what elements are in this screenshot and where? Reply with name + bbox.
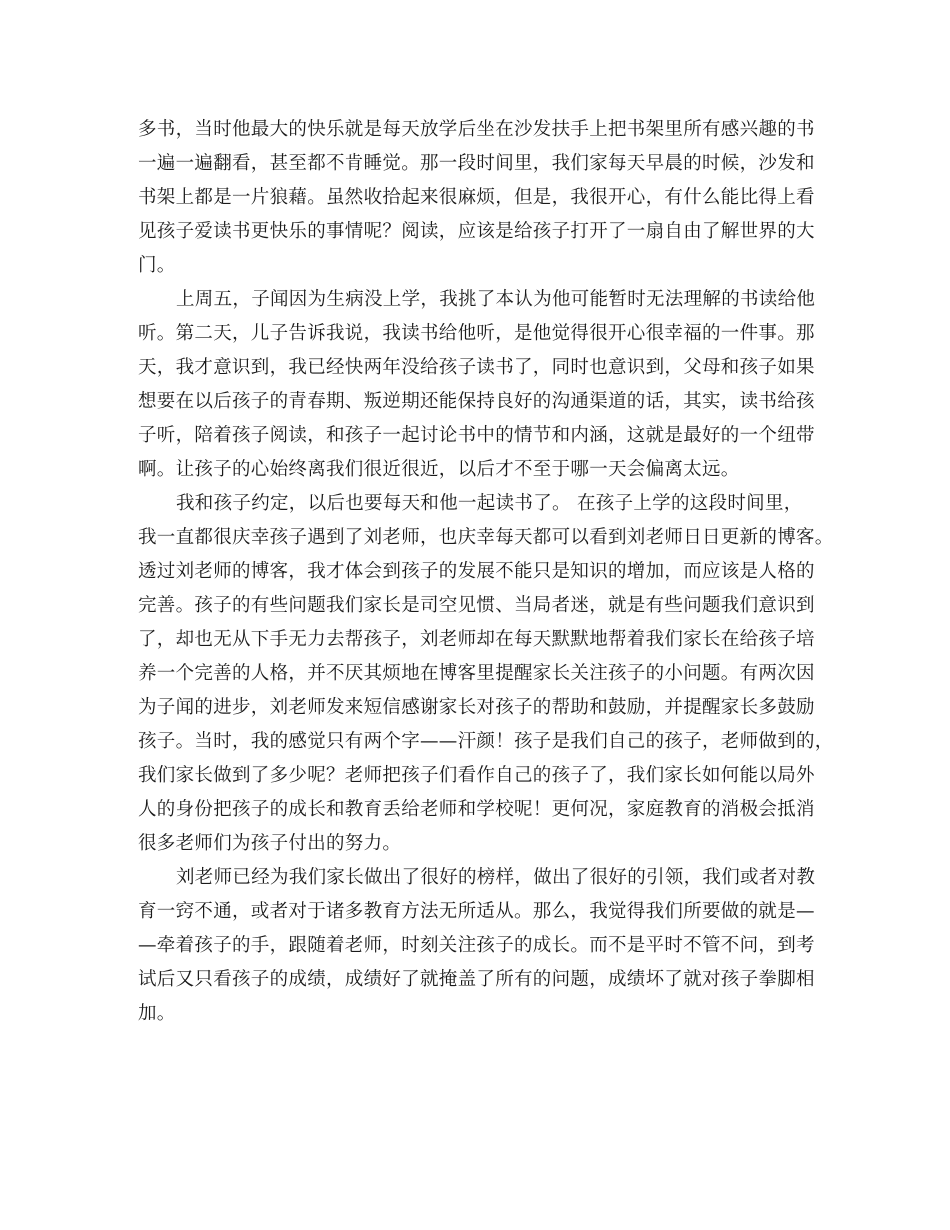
text-line: 天，我才意识到，我已经快两年没给孩子读书了，同时也意识到，父母和孩子如果: [138, 357, 815, 378]
text-line: 为子闻的进步，刘老师发来短信感谢家长对孩子的帮助和鼓励，并提醒家长多鼓励: [138, 697, 815, 718]
text-line: 想要在以后孩子的青春期、叛逆期还能保持良好的沟通渠道的话，其实，读书给孩: [138, 391, 815, 412]
text-line: 我一直都很庆幸孩子遇到了刘老师，也庆幸每天都可以看到刘老师日日更新的博客。: [138, 527, 834, 548]
text-line: 养一个完善的人格，并不厌其烦地在博客里提醒家长关注孩子的小问题。有两次因: [138, 663, 815, 684]
text-line: 试后又只看孩子的成绩，成绩好了就掩盖了所有的问题，成绩坏了就对孩子拳脚相: [138, 969, 815, 990]
text-line: 听。第二天，儿子告诉我说，我读书给他听，是他觉得很开心很幸福的一件事。那: [138, 323, 815, 344]
text-line: 见孩子爱读书更快乐的事情呢？阅读，应该是给孩子打开了一扇自由了解世界的大: [138, 221, 815, 242]
text-line: 一遍一遍翻看，甚至都不肯睡觉。那一段时间里，我们家每天早晨的时候，沙发和: [138, 153, 815, 174]
paragraph-first-line: 上周五，子闻因为生病没上学，我挑了本认为他可能暂时无法理解的书读给他: [176, 289, 816, 310]
text-line: 我们家长做到了多少呢？老师把孩子们看作自己的孩子了，我们家长如何能以局外: [138, 765, 815, 786]
text-line: 书架上都是一片狼藉。虽然收拾起来很麻烦，但是，我很开心，有什么能比得上看: [138, 187, 815, 208]
text-line: 人的身份把孩子的成长和教育丢给老师和学校呢！更何况，家庭教育的消极会抵消: [138, 799, 815, 820]
text-line: 门。: [138, 255, 176, 276]
text-line: 完善。孩子的有些问题我们家长是司空见惯、当局者迷，就是有些问题我们意识到: [138, 595, 815, 616]
text-line: 子听，陪着孩子阅读，和孩子一起讨论书中的情节和内涵，这就是最好的一个纽带: [138, 425, 815, 446]
text-line: 啊。让孩子的心始终离我们很近很近，以后才不至于哪一天会偏离太远。: [138, 459, 740, 480]
text-line: 加。: [138, 1003, 176, 1024]
paragraph-first-line: 我和孩子约定，以后也要每天和他一起读书了。 在孩子上学的这段时间里，: [176, 493, 803, 514]
text-line: 了，却也无从下手无力去帮孩子，刘老师却在每天默默地帮着我们家长在给孩子培: [138, 629, 815, 650]
text-line: 很多老师们为孩子付出的努力。: [138, 833, 402, 854]
document-body: [138, 113, 834, 1031]
text-line: 多书，当时他最大的快乐就是每天放学后坐在沙发扶手上把书架里所有感兴趣的书: [138, 119, 815, 140]
text-line: 育一窍不通，或者对于诸多教育方法无所适从。那么，我觉得我们所要做的就是—: [138, 901, 815, 922]
text-line: —牵着孩子的手，跟随着老师，时刻关注孩子的成长。而不是平时不管不问，到考: [138, 935, 815, 956]
text-line: 透过刘老师的博客，我才体会到孩子的发展不能只是知识的增加，而应该是人格的: [138, 561, 815, 582]
text-line: 孩子。当时，我的感觉只有两个字——汗颜！孩子是我们自己的孩子，老师做到的，: [138, 731, 834, 752]
paragraph-first-line: 刘老师已经为我们家长做出了很好的榜样，做出了很好的引领，我们或者对教: [176, 867, 816, 888]
